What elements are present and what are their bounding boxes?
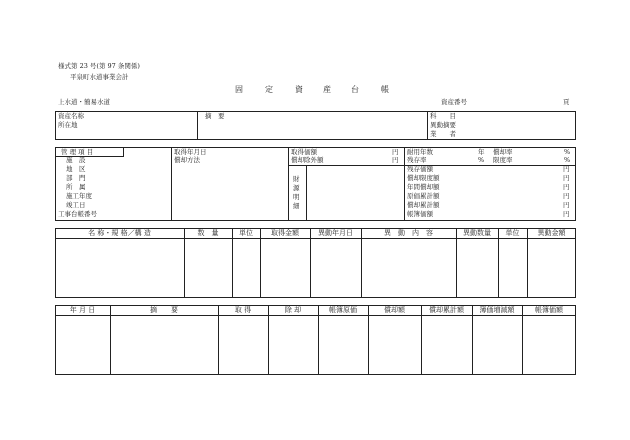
title-char: 台: [351, 85, 359, 94]
mgmt-item: 部 門: [66, 174, 86, 182]
finance-source-char: 細: [293, 202, 300, 210]
subject-label: 科 目: [430, 112, 456, 120]
mgmt-item: 工事台帳番号: [58, 210, 97, 218]
useful-life-label: 耐用年数: [407, 148, 433, 156]
col-header: 異動数量: [463, 229, 491, 237]
pct-unit: %: [564, 156, 571, 164]
col-header: 帳簿価額: [535, 306, 563, 314]
location-label: 所在地: [58, 121, 78, 129]
col-header: 取得金額: [271, 229, 299, 237]
section-asset-info: [55, 111, 576, 140]
value-item-label: 帳簿価額: [407, 210, 433, 218]
depr-rate-label: 償却率: [493, 148, 513, 156]
title-char: 帳: [381, 85, 389, 94]
page-label: 頁: [563, 98, 570, 106]
pct-unit: %: [564, 148, 571, 156]
col-header: 単位: [505, 229, 520, 237]
yen-unit: 円: [392, 156, 399, 164]
value-item-label: 償却累計額: [407, 201, 440, 209]
col-header: 簿価増減額: [479, 306, 515, 314]
mgmt-item: 竣工日: [66, 201, 86, 209]
yen-unit: 円: [563, 201, 570, 209]
pct-unit: %: [478, 156, 485, 164]
col-header: 異動年月日: [318, 229, 353, 237]
acq-value-label: 取得価額: [291, 148, 317, 156]
asset-number-label: 資産番号: [441, 98, 467, 106]
depr-excluded-label: 償却除外額: [291, 156, 324, 164]
mgmt-item: 地 区: [66, 165, 86, 173]
title-char: 産: [323, 85, 331, 94]
title-char: 資: [295, 85, 303, 94]
yen-unit: 円: [563, 192, 570, 200]
col-header: 異動金額: [537, 229, 566, 237]
col-header: 帳簿原価: [329, 306, 357, 314]
value-item-label: 償却限度額: [407, 174, 440, 182]
summary-label: 摘 要: [205, 112, 225, 120]
residual-rate-label: 残存率: [407, 156, 427, 164]
col-header: 数 量: [197, 229, 219, 237]
col-header: 償却額: [384, 306, 405, 314]
accounting-name: 平泉町水道事業会計: [70, 73, 129, 81]
year-unit: 年: [478, 148, 485, 156]
title-char: 定: [265, 85, 273, 94]
yen-unit: 円: [563, 183, 570, 191]
value-item-label: 年間償却額: [407, 183, 440, 191]
yen-unit: 円: [563, 210, 570, 218]
division-label: 上水道・簡易水道: [58, 98, 110, 106]
col-header: 異 動 内 容: [384, 229, 433, 237]
col-header: 年 月 日: [69, 306, 96, 314]
depr-method-label: 償却方法: [174, 156, 200, 164]
limit-rate-label: 限度率: [493, 156, 513, 164]
value-item-label: 残存価額: [407, 165, 433, 173]
acq-date-label: 取得年月日: [174, 148, 207, 156]
col-header: 名 称・規 格／構 造: [88, 229, 151, 237]
col-header: 単位: [239, 229, 253, 237]
asset-name-label: 資産名称: [58, 112, 84, 120]
col-header: 償却累計額: [429, 306, 464, 314]
finance-source-char: 財: [293, 175, 300, 183]
finance-source-char: 明: [293, 193, 300, 201]
yen-unit: 円: [563, 174, 570, 182]
yen-unit: 円: [563, 165, 570, 173]
mgmt-header: 管 理 項 目: [61, 148, 94, 156]
change-summary-label: 異動摘要: [430, 121, 456, 129]
form-number: 様式第 23 号(第 97 条関係): [58, 62, 140, 70]
finance-source-char: 源: [293, 184, 300, 192]
col-header: 除 却: [284, 306, 302, 314]
mgmt-item: 施工年度: [66, 192, 92, 200]
vendor-label: 業 者: [430, 130, 456, 138]
title-char: 固: [235, 85, 243, 94]
mgmt-item: 所 属: [66, 183, 86, 191]
yen-unit: 円: [392, 148, 399, 156]
value-item-label: 原価累計額: [407, 192, 440, 200]
col-header: 摘 要: [150, 306, 178, 314]
mgmt-item: 施 設: [66, 156, 86, 164]
col-header: 取 得: [234, 306, 252, 314]
